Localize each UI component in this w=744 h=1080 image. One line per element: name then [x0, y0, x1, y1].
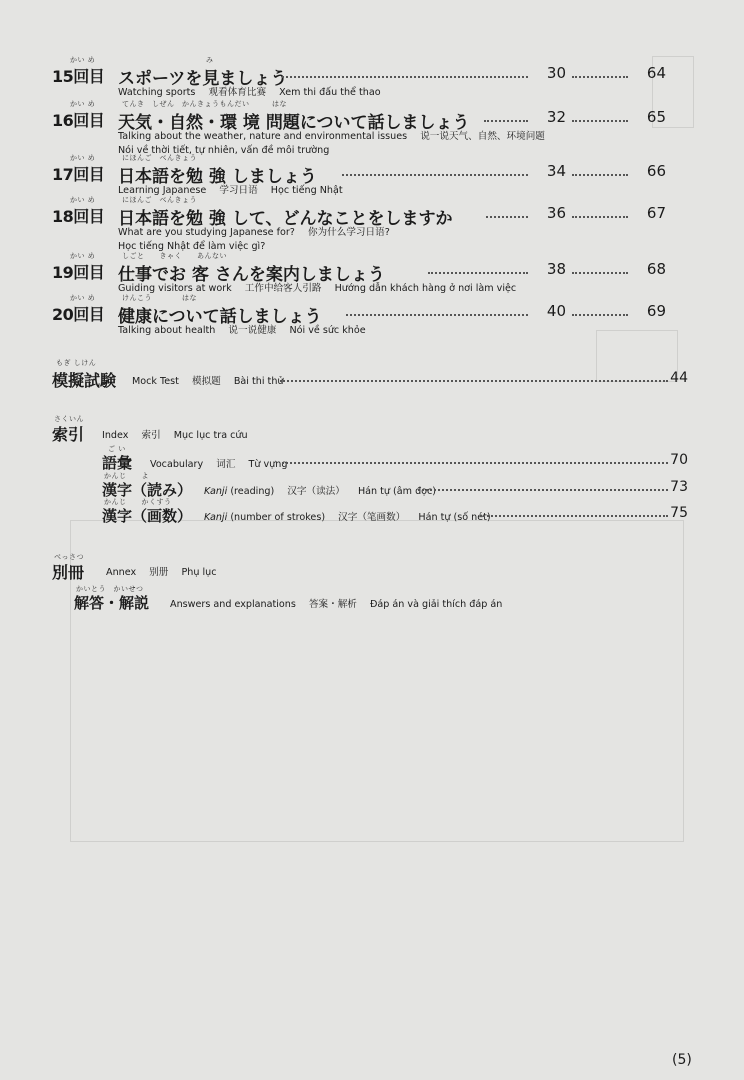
index-item-title: 漢字（画数）	[102, 507, 193, 525]
translation-vi: Từ vựng	[248, 459, 288, 470]
lesson-number-ruby: かい め	[70, 196, 96, 204]
translation-vi: Bài thi thử	[233, 376, 284, 387]
lesson-title: 仕事でお 客 さんを案内しましょう	[118, 265, 385, 285]
dot-leader	[428, 272, 528, 274]
page-number-second: 65	[646, 108, 666, 126]
page-number-second: 68	[646, 260, 666, 278]
lesson-number: 17回目	[52, 165, 105, 184]
lesson-number: 18回目	[52, 207, 105, 226]
translation-zh: 学习日语	[219, 185, 258, 196]
lesson-title: 日本語を勉 強 して、どんなことをしますか	[118, 209, 453, 229]
translation-vi: Hán tự (số nét)	[418, 512, 491, 523]
page-number: (5)	[672, 1052, 692, 1068]
translation-zh: 词汇	[216, 459, 236, 470]
index-item-page: 75	[670, 505, 688, 521]
translation-en: Learning Japanese	[118, 185, 207, 196]
lesson-entry	[52, 154, 672, 198]
translation-vi: Hướng dẫn khách hàng ở nơi làm việc	[334, 283, 517, 294]
index-item-page: 73	[670, 479, 688, 495]
annex-sub-ruby: かいとう かいせつ	[76, 585, 144, 593]
dot-leader	[572, 272, 628, 274]
translation-en: (reading)	[230, 486, 275, 497]
annex-sub-translations	[170, 596, 512, 610]
mock-test-ruby: もぎ しけん	[56, 359, 97, 367]
translation-en-italic: Kanji	[204, 486, 228, 497]
translation-zh: 汉字（读法）	[287, 486, 345, 497]
page-number-first: 32	[546, 108, 566, 126]
lesson-number: 16回目	[52, 111, 105, 130]
page-number-second: 69	[646, 302, 666, 320]
lesson-number-ruby: かい め	[70, 56, 96, 64]
lesson-title-ruby: み	[206, 56, 214, 64]
index-ruby: さくいん	[54, 415, 84, 423]
lesson-number: 20回目	[52, 305, 105, 324]
annex-title: 別冊	[52, 563, 85, 582]
dot-leader	[572, 76, 628, 78]
lesson-title: 天気・自然・環 境 問題について話しましょう	[118, 113, 470, 133]
translation-en: (number of strokes)	[230, 512, 326, 523]
translation-en: Answers and explanations	[170, 599, 296, 610]
annex-sub-title: 解答・解説	[74, 594, 150, 612]
dot-leader	[346, 314, 528, 316]
lesson-number-ruby: かい め	[70, 252, 96, 260]
translation-en: Talking about health	[118, 325, 216, 336]
lesson-title: スポーツを見ましょう	[118, 69, 288, 89]
translation-zh: 你为什么学习日语?	[307, 227, 390, 238]
translation-en: Talking about the weather, nature and environmental issues	[118, 131, 408, 142]
annex-translations	[106, 564, 226, 578]
page-number-second: 66	[646, 162, 666, 180]
annex-ruby: べっさつ	[54, 553, 84, 561]
mock-test-title: 模擬試験	[52, 371, 117, 390]
lesson-number-ruby: かい め	[70, 294, 96, 302]
lesson-title-ruby: しごと きゃく あんない	[122, 252, 227, 260]
translation-vi: Học tiếng Nhật	[270, 185, 343, 196]
translation-en: Guiding visitors at work	[118, 283, 232, 294]
lesson-title: 日本語を勉 強 しましょう	[118, 167, 317, 187]
lesson-entry	[52, 252, 672, 296]
index-item-page: 70	[670, 452, 688, 468]
translation-zh: 工作中给客人引路	[244, 283, 322, 294]
index-item-translations	[204, 483, 446, 497]
lesson-title: 健康について話しましょう	[118, 307, 322, 327]
translation-en-italic: Kanji	[204, 512, 228, 523]
mock-test-translations	[132, 373, 293, 387]
translation-zh: 模拟题	[191, 376, 221, 387]
dot-leader	[572, 314, 628, 316]
index-item-ruby: かんじ よ	[104, 472, 149, 480]
page-number-first: 36	[546, 204, 566, 222]
translation-vi: Nói về thời tiết, tự nhiên, vấn đề môi trường	[118, 145, 330, 156]
lesson-title-ruby: にほんご べんきょう	[122, 154, 197, 162]
index-translations	[102, 427, 258, 441]
translation-zh: 说一说健康	[228, 325, 277, 336]
translation-zh: 说一说天气、自然、环境问题	[420, 131, 545, 142]
translation-en: Vocabulary	[150, 459, 204, 470]
translation-en: Index	[102, 430, 129, 441]
translation-vi: Hán tự (âm đọc)	[357, 486, 437, 497]
lesson-title-ruby: てんき しぜん かんきょうもんだい はな	[122, 100, 287, 108]
dot-leader	[282, 76, 528, 78]
translation-en: Watching sports	[118, 87, 196, 98]
translation-en: Mock Test	[132, 376, 179, 387]
dot-leader	[486, 216, 528, 218]
lesson-entry	[52, 56, 672, 100]
index-item-title: 漢字（読み）	[102, 481, 193, 499]
lesson-number-ruby: かい め	[70, 100, 96, 108]
lesson-title-ruby: にほんご べんきょう	[122, 196, 197, 204]
index-item-title: 語彙	[102, 454, 133, 472]
translation-zh: 答案・解析	[308, 599, 357, 610]
lesson-number: 15回目	[52, 67, 105, 86]
index-item-ruby: ご い	[108, 445, 126, 453]
mock-test-page: 44	[670, 370, 688, 386]
lesson-translations-line2	[118, 144, 672, 158]
translation-en: Annex	[106, 567, 137, 578]
dot-leader	[484, 120, 528, 122]
lesson-entry	[52, 196, 672, 254]
page-number-second: 64	[646, 64, 666, 82]
index-item-translations	[204, 509, 501, 523]
translation-vi: Mục lục tra cứu	[173, 430, 248, 441]
index-title: 索引	[52, 425, 85, 444]
dot-leader	[342, 174, 528, 176]
page-number-first: 40	[546, 302, 566, 320]
dot-leader	[418, 489, 668, 491]
dot-leader	[280, 380, 668, 382]
dot-leader	[572, 216, 628, 218]
dot-leader	[572, 120, 628, 122]
translation-zh: 别册	[149, 567, 169, 578]
page-number-first: 38	[546, 260, 566, 278]
translation-zh: 观看体育比赛	[208, 87, 267, 98]
dot-leader	[282, 462, 668, 464]
dot-leader	[480, 515, 668, 517]
lesson-number: 19回目	[52, 263, 105, 282]
translation-vi: Đáp án và giải thích đáp án	[369, 599, 503, 610]
translation-vi: Xem thi đấu thể thao	[279, 87, 381, 98]
lesson-entry	[52, 294, 672, 338]
page-number-first: 34	[546, 162, 566, 180]
page-number-first: 30	[546, 64, 566, 82]
lesson-entry	[52, 100, 672, 158]
dot-leader	[572, 174, 628, 176]
translation-zh: 索引	[141, 430, 161, 441]
lesson-number-ruby: かい め	[70, 154, 96, 162]
index-item-ruby: かんじ かくすう	[104, 498, 172, 506]
translation-en: What are you studying Japanese for?	[118, 227, 295, 238]
translation-vi: Học tiếng Nhật để làm việc gì?	[118, 241, 266, 252]
translation-vi: Phụ lục	[181, 567, 217, 578]
page-number-second: 67	[646, 204, 666, 222]
index-item-translations	[150, 456, 297, 470]
translation-vi: Nói về sức khỏe	[289, 325, 366, 336]
lesson-title-ruby: けんこう はな	[122, 294, 197, 302]
translation-zh: 汉字（笔画数）	[338, 512, 406, 523]
